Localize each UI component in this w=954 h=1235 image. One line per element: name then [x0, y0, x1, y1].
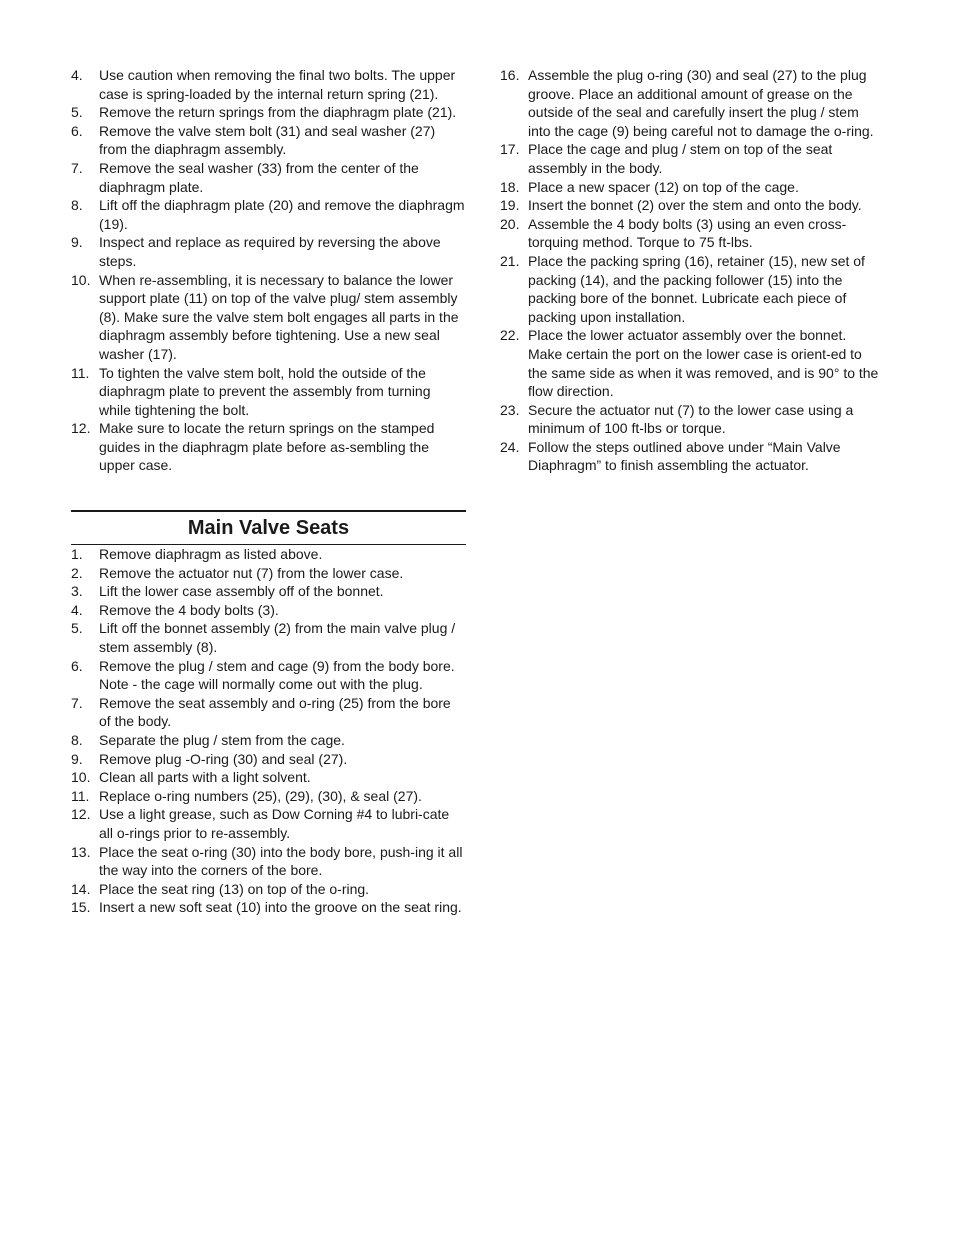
list-item: 17. Place the cage and plug / stem on top of the seat assembly in the body. — [500, 141, 833, 176]
section-header — [71, 510, 466, 545]
list-item: 10. Clean all parts with a light solvent. — [71, 769, 311, 786]
left-column — [71, 66, 466, 917]
list-item: 10. When re-assembling, it is necessary to balance the lower support plate (11) on top of the valve plug/ stem assembly (8). Make sure the valve stem bolt engages all parts in the diaphragm assembly before tightening. Use a new seal washer (17). — [71, 271, 459, 362]
reassembly-steps-list — [500, 66, 884, 475]
list-item: 18. Place a new spacer (12) on top of the cage. — [500, 178, 799, 195]
list-item: 3. Lift the lower case assembly off of the bonnet. — [71, 583, 384, 600]
list-item: 22. Place the lower actuator assembly over the bonnet. Make certain the port on the lower case is orient-ed to the same side as when it was removed, and is 90° to the flow direction. — [500, 327, 879, 400]
list-item: 15. Insert a new soft seat (10) into the groove on the seat ring. — [71, 899, 462, 916]
list-item: 1. Remove diaphragm as listed above. — [71, 546, 323, 563]
list-item: 5. Lift off the bonnet assembly (2) from the main valve plug / stem assembly (8). — [71, 620, 456, 656]
list-item: 21. Place the packing spring (16), retainer (15), new set of packing (14), and the packing follower (15) into the packing bore of the bonnet. Lubricate each piece of packing upon installation. — [500, 252, 865, 325]
list-item: 23. Secure the actuator nut (7) to the lower case using a minimum of 100 ft-lbs or torque. — [500, 401, 854, 437]
list-item: 16. Assemble the plug o-ring (30) and seal (27) to the plug groove. Place an additional amount of grease on the outside of the seal and carefully insert the plug / stem into the cage (9) being careful not to damage the o-ring. — [500, 67, 874, 139]
section-title: Main Valve Seats — [187, 516, 350, 539]
list-item: 20. Assemble the 4 body bolts (3) using an even cross-torquing method. Torque to 75 ft-lbs. — [500, 215, 847, 251]
list-item: 11. Replace o-ring numbers (25), (29), (30), & seal (27). — [71, 787, 422, 804]
list-item: 8. Separate the plug / stem from the cage. — [71, 732, 345, 748]
list-item: 6. Remove the valve stem bolt (31) and seal washer (27) from the diaphragm assembly. — [71, 122, 436, 158]
list-item: 24. Follow the steps outlined above under “Main Valve Diaphragm” to finish assembling the actuator. — [500, 438, 841, 474]
list-item: 6. Remove the plug / stem and cage (9) from the body bore. Note - the cage will normally come out with the plug. — [71, 657, 455, 693]
list-item: 4. Use caution when removing the final two bolts. The upper case is spring-loaded by the internal return spring (21). — [71, 67, 456, 102]
list-item: 19. Insert the bonnet (2) over the stem and onto the body. — [500, 197, 862, 214]
list-item: 12. Make sure to locate the return springs on the stamped guides in the diaphragm plate before as-sembling the upper case. — [71, 420, 435, 474]
list-item: 12. Use a light grease, such as Dow Corning #4 to lubri-cate all o-rings prior to re-assembly. — [71, 806, 450, 841]
list-item: 11. To tighten the valve stem bolt, hold the outside of the diaphragm plate to prevent the assembly from turning while tightening the bolt. — [71, 364, 431, 418]
list-item: 13. Place the seat o-ring (30) into the body bore, push-ing it all the way into the corners of the bore. — [71, 843, 463, 879]
right-column — [500, 66, 884, 475]
diaphragm-steps-list — [71, 66, 466, 475]
list-item: 14. Place the seat ring (13) on top of the o-ring. — [71, 880, 370, 897]
main-valve-seats-steps-list — [71, 545, 466, 917]
list-item: 5. Remove the return springs from the diaphragm plate (21). — [71, 104, 457, 121]
list-item: 9. Inspect and replace as required by reversing the above steps. — [71, 234, 441, 269]
list-item: 8. Lift off the diaphragm plate (20) and remove the diaphragm (19). — [71, 197, 465, 232]
list-item: 2. Remove the actuator nut (7) from the lower case. — [71, 564, 404, 581]
list-item: 9. Remove plug -O-ring (30) and seal (27). — [71, 750, 348, 767]
list-item: 4. Remove the 4 body bolts (3). — [71, 601, 279, 618]
list-item: 7. Remove the seat assembly and o-ring (25) from the bore of the body. — [71, 694, 451, 730]
list-item: 7. Remove the seal washer (33) from the center of the diaphragm plate. — [71, 159, 419, 195]
